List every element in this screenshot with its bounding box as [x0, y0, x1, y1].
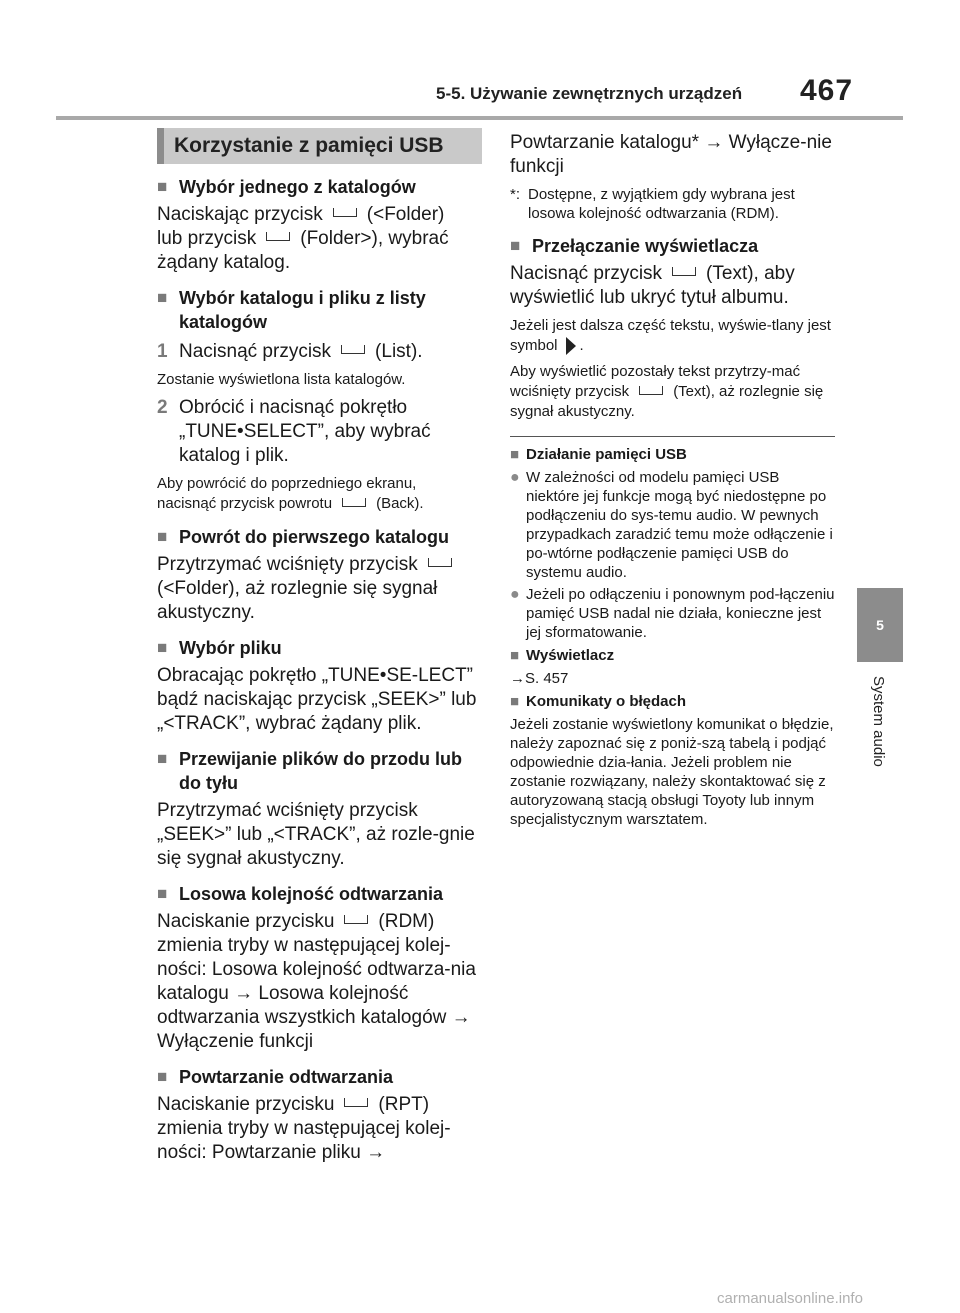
- subheading: ■ Przewijanie plików do przodu lub do tyłu: [157, 749, 463, 793]
- square-bullet-icon: ■: [157, 749, 168, 768]
- button-icon: [341, 345, 365, 354]
- circle-bullet-icon: ●: [510, 586, 520, 603]
- header-rule: [56, 116, 903, 120]
- subheading: ■ Wybór jednego z katalogów: [157, 177, 416, 197]
- square-bullet-icon: ■: [157, 527, 168, 546]
- step: 2 Obrócić i nacisnąć pokrętło „TUNE•SELECT”, aby wybrać katalog i plik.: [157, 397, 431, 466]
- square-bullet-icon: ■: [510, 693, 520, 710]
- footnote: *: Dostępne, z wyjątkiem gdy wybrana jest losowa kolejność odtwarzania (RDM).: [510, 186, 795, 222]
- button-icon: [344, 1098, 368, 1107]
- square-bullet-icon: ■: [157, 288, 168, 307]
- note: Aby wyświetlić pozostały tekst przytrzy-mać wciśnięty przycisk (Text), aż rozlegnie się sygnał akustyczny.: [510, 363, 824, 420]
- more-text-icon: [566, 337, 576, 355]
- paragraph: Przytrzymać wciśnięty przycisk (<Folder), aż rozlegnie się sygnał akustyczny.: [157, 553, 482, 625]
- note: Zostanie wyświetlona lista katalogów.: [157, 371, 406, 388]
- cross-reference[interactable]: →S. 457: [510, 670, 569, 687]
- bullet-item: ● Jeżeli po odłączeniu i ponownym pod-łączeniu pamięć USB nadal nie działa, konieczne jest jej sformatowanie.: [510, 586, 835, 641]
- info-heading: ■ Działanie pamięci USB: [510, 446, 687, 463]
- divider: [510, 436, 835, 437]
- circle-bullet-icon: ●: [510, 469, 520, 486]
- subheading: ■ Losowa kolejność odtwarzania: [157, 884, 444, 904]
- paragraph: Przytrzymać wciśnięty przycisk „SEEK>” lub „<TRACK”, aż rozle-gnie się sygnał akustyczny.: [157, 800, 475, 869]
- header-title: 5-5. Używanie zewnętrznych urządzeń: [436, 84, 743, 103]
- button-icon: [342, 498, 366, 507]
- paragraph: Naciskanie przycisku (RDM) zmienia tryby w następującej kolej-ności: Losowa kolejność odtwarza-nia katalogu → Losowa kolejność odtwarzania wszystkich katalogów → Wyłączenie funkcji: [157, 911, 476, 1052]
- paragraph: Powtarzanie katalogu* → Wyłącze-nie funkcji: [510, 132, 832, 177]
- paragraph: Jeżeli zostanie wyświetlony komunikat o błędzie, należy zapoznać się z poniż-szą tabelą i podjąć odpowiednie dzia-łania. Jeżeli problem nie zostanie rozwiązany, należy skontaktować się z autoryzowaną stacją obsługi Toyoty lub innym specjalistycznym warsztatem.: [510, 716, 834, 828]
- subheading: ■ Powtarzanie odtwarzania: [157, 1067, 394, 1087]
- square-bullet-icon: ■: [157, 884, 168, 903]
- button-icon: [333, 208, 357, 217]
- paragraph: Naciskanie przycisku (RPT) zmienia tryby w następującej kolej-ności: Powtarzanie pliku →: [157, 1094, 451, 1163]
- step: 1 Nacisnąć przycisk (List).: [157, 341, 423, 362]
- info-heading: ■ Wyświetlacz: [510, 647, 615, 664]
- subheading: ■ Wybór katalogu i pliku z listy katalogów: [157, 288, 426, 332]
- button-icon: [344, 915, 368, 924]
- button-icon: [672, 267, 696, 276]
- square-bullet-icon: ■: [157, 1067, 168, 1086]
- subheading: ■ Przełączanie wyświetlacza: [510, 236, 759, 256]
- subheading: ■ Powrót do pierwszego katalogu: [157, 527, 450, 547]
- paragraph: Obracając pokrętło „TUNE•SE-LECT” bądź naciskając przycisk „SEEK>” lub „<TRACK”, wybrać żądany plik.: [157, 665, 477, 734]
- paragraph: Naciskając przycisk (<Folder) lub przycisk (Folder>), wybrać żądany katalog.: [157, 204, 449, 273]
- section-heading: Korzystanie z pamięci USB: [157, 128, 482, 164]
- paragraph: Nacisnąć przycisk (Text), aby wyświetlić lub ukryć tytuł albumu.: [510, 263, 795, 308]
- chapter-label: System audio: [870, 676, 887, 767]
- square-bullet-icon: ■: [157, 638, 168, 657]
- square-bullet-icon: ■: [510, 446, 520, 463]
- button-icon: [428, 558, 452, 567]
- bullet-item: ● W zależności od modelu pamięci USB niektóre jej funkcje mogą być niedostępne po podłączeniu do sys-temu audio. W pewnych przypadkach zaradzić temu może odłączenie i po-wtórne podłączenie pamięci USB do systemu audio.: [510, 469, 833, 581]
- square-bullet-icon: ■: [157, 177, 168, 196]
- watermark: carmanualsonline.info: [717, 1290, 863, 1307]
- button-icon: [639, 386, 663, 395]
- note: Jeżeli jest dalsza część tekstu, wyświe-tlany jest symbol .: [510, 317, 831, 354]
- page-number: 467: [800, 74, 854, 107]
- square-bullet-icon: ■: [510, 647, 520, 664]
- note: Aby powrócić do poprzedniego ekranu, nacisnąć przycisk powrotu (Back).: [157, 475, 424, 512]
- square-bullet-icon: ■: [510, 236, 521, 255]
- left-column: [157, 128, 482, 1168]
- button-icon: [266, 232, 290, 241]
- right-column: [510, 128, 835, 832]
- chapter-tab[interactable]: 5: [857, 588, 903, 662]
- subheading: ■ Wybór pliku: [157, 638, 282, 658]
- info-heading: ■ Komunikaty o błędach: [510, 693, 687, 710]
